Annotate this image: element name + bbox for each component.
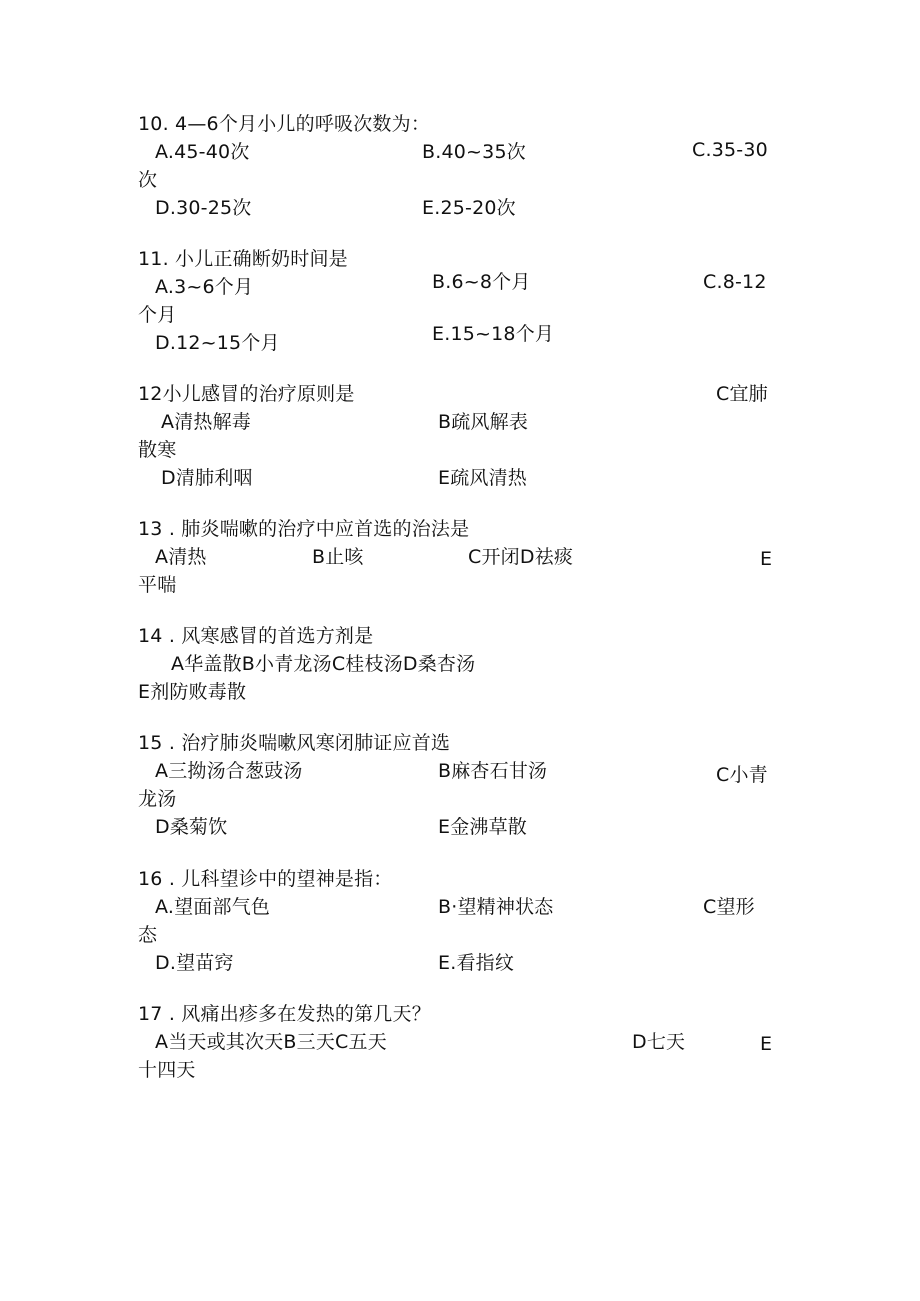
question-11-stem: 11. 小儿正确断奶时间是 bbox=[138, 248, 348, 270]
question-16-option-d: D.望苗窍 bbox=[155, 952, 234, 974]
question-13-option-b: B止咳 bbox=[312, 546, 364, 568]
question-10-stem: 10. 4—6个月小儿的呼吸次数为： bbox=[138, 113, 431, 135]
question-10-option-d: D.30-25次 bbox=[155, 197, 252, 219]
question-16-option-e: E.看指纹 bbox=[438, 952, 515, 974]
question-15-option-e: E金沸草散 bbox=[438, 816, 528, 838]
question-17-stem: 17 . 风痛出疹多在发热的第几天？ bbox=[138, 1003, 431, 1025]
question-12-wrap: 散寒 bbox=[138, 439, 177, 461]
question-10-wrap: 次 bbox=[138, 169, 158, 191]
question-11-option-c: C.8-12 bbox=[703, 271, 767, 293]
question-15-wrap: 龙汤 bbox=[138, 788, 177, 810]
question-11-option-a: A.3~6个月 bbox=[155, 276, 254, 298]
question-12-option-e: E疏风清热 bbox=[438, 467, 528, 489]
question-10-option-e: E.25-20次 bbox=[422, 197, 516, 219]
question-16-option-a: A.望面部气色 bbox=[155, 896, 271, 918]
question-15-option-d: D桑菊饮 bbox=[155, 816, 228, 838]
question-13-option-a: A清热 bbox=[155, 546, 207, 568]
question-10-option-b: B.40~35次 bbox=[422, 141, 526, 163]
question-11-option-b: B.6~8个月 bbox=[432, 271, 531, 293]
question-16-wrap: 态 bbox=[138, 924, 158, 946]
question-13-stem: 13 . 肺炎喘嗽的治疗中应首选的治法是 bbox=[138, 518, 470, 540]
question-17-option-e: E bbox=[760, 1033, 773, 1055]
question-15-option-a: A三拗汤合葱豉汤 bbox=[155, 760, 303, 782]
question-12-option-d: D清肺利咽 bbox=[161, 467, 253, 489]
question-15-option-b: B麻杏石甘汤 bbox=[438, 760, 548, 782]
question-12-option-a: A清热解毒 bbox=[161, 411, 251, 433]
question-12-option-b: B疏风解表 bbox=[438, 411, 529, 433]
question-11-option-e: E.15~18个月 bbox=[432, 323, 555, 345]
question-12-option-c: C宜肺 bbox=[716, 383, 768, 405]
question-13-wrap: 平喘 bbox=[138, 574, 177, 596]
question-13-option-e: E bbox=[760, 548, 773, 570]
question-10-option-c: C.35-30 bbox=[692, 139, 768, 161]
question-14-stem: 14 . 风寒感冒的首选方剂是 bbox=[138, 625, 374, 647]
question-15-option-c: C小青 bbox=[716, 764, 768, 786]
question-12-stem: 12小儿感冒的治疗原则是 bbox=[138, 383, 355, 405]
question-17-options-abc: A当天或其次天B三天C五天 bbox=[155, 1031, 387, 1053]
question-14-options: A华盖散B小青龙汤C桂枝汤D桑杏汤 bbox=[171, 653, 476, 675]
question-11-wrap: 个月 bbox=[138, 304, 177, 326]
question-17-wrap: 十四天 bbox=[138, 1059, 196, 1081]
question-16-option-c: C望形 bbox=[703, 896, 755, 918]
question-10-option-a: A.45-40次 bbox=[155, 141, 250, 163]
question-17-option-d: D七天 bbox=[632, 1031, 686, 1053]
question-11-option-d: D.12~15个月 bbox=[155, 332, 280, 354]
question-15-stem: 15 . 治疗肺炎喘嗽风寒闭肺证应首选 bbox=[138, 732, 451, 754]
question-16-option-b: B·望精神状态 bbox=[438, 896, 554, 918]
question-13-option-cd: C开闭D祛痰 bbox=[468, 546, 574, 568]
question-16-stem: 16 . 儿科望诊中的望神是指： bbox=[138, 868, 393, 890]
question-14-wrap: E剂防败毒散 bbox=[138, 681, 247, 703]
